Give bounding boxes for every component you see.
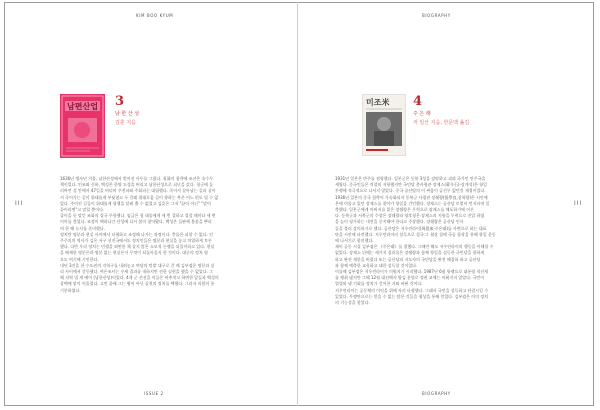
body-line: 기분하였다. — [60, 287, 81, 293]
body-line: 하고 완전 재한을 버렸다 또는 공산당과 지도자의 국민당을 완전 해결하 하고 공산당 — [335, 256, 481, 262]
body-line: 내년 3건을 한 수도권의 지역구를 내려놓고 여당의 텃밭 대구로 갈 때 김부겸은 명분과 실 — [60, 262, 215, 268]
book-cover-zhou-enlai — [362, 94, 406, 156]
svg-text:남편산업: 남편산업 — [67, 101, 98, 111]
left-running-header: KIM BOO KYUM — [136, 13, 174, 18]
body-line: 끝이라면"고 말할 뿐이다. — [60, 207, 105, 213]
right-page-marker: III — [574, 200, 583, 207]
body-line: 서 죽어가는 길이 위태롭게 부딪혔고 두 갈래 위태로움 길이 향하는 쪽은 어느 편도 될 수 없 — [60, 194, 219, 200]
body-line: 오도 여기에 기인한다. — [60, 256, 99, 262]
body-line: 를 쟁취 냈지만 그해 12월 대선에서 양김 분열로 정권 교체는 이뤄지지 않았다. 국민이 — [335, 275, 485, 281]
body-line: 저우언라이는 공동체의 이익을 위해 자의 타협했다. 그래서 국민을 설득하고 단결시킬 수 — [335, 287, 489, 293]
body-line: 투쟁에 적극적으로 나서지 않았다. 중국 공산당의 이 싸움이 급선무 없던것 재경이었다. — [335, 188, 486, 194]
entry-number: 3 — [115, 94, 125, 109]
body-line: 없었다. 장제스 뒤에는 세가지 결과물은 장쉐량과 함께 항일을 설득한 국민당을 합하게 — [335, 250, 485, 256]
body-line: 리 사이에서 갈등했다. 여론조사는 우세 결과를 내하지만 선한 실현을 했을 수 없었다. 그 — [60, 269, 214, 275]
entry-title: 주 은 래 — [413, 111, 431, 117]
body-line: 있었다. 투쟁만으로는 얻을 수 없는 많은 것들을 협상을 통해 얻었다. 김부겸은 이의 정치 — [335, 293, 489, 299]
body-line: 온에 머물고 있던 장제스를 찾아가 항일을 간언했다. 장제스는 공산당 토벌이 먼저라며 일 — [335, 200, 490, 206]
body-line: 을 배제한 명분론과 명분 없는 현실론이 무엇이 되돌아올지 한 것이다. 대중의 정치 혐 — [60, 250, 208, 256]
body-line: 을 높이 평가하는 내전을 중지해야 한다고 주장했다. 장쉐량은 공산당 인사 — [335, 219, 464, 225]
body-line: 에 나서기로 합의했다. — [335, 238, 374, 244]
body-line: 이마를 찧었다. 조정이 택하나간 산성에 다시 봄이 찾아왔다. 백성은 들판에 봄꽃을 뿌리 — [60, 219, 212, 225]
body-line: 1931년 일본은 만주를 점령했다. 일본군은 동북 3성을 장악하고 괴뢰 국가인 만주국을 — [335, 176, 486, 181]
entry-author: 김훈 지음 — [115, 120, 136, 126]
left-footer: ISSUE 2 — [144, 391, 164, 396]
body-line: 의 기능성을 찾았다. — [335, 300, 370, 306]
right-running-header: BIOGRAPHY — [422, 13, 451, 18]
right-body-text — [335, 176, 533, 376]
body-line: 단을 시안에 파견했다. 저우언라이의 설득으로 결국 그 협상 결에 국공 합작을 통해 항일 운동 — [335, 231, 496, 237]
body-line: 했다. 다만 우리 정치는 민생을 외면한 채 살지 않은 소모적 논쟁을 되풀이하고 있다. 현실 — [60, 244, 215, 250]
right-footer: BIOGRAPHY — [422, 391, 451, 396]
body-line: 1936년 일본의 중국 침략이 가속화되자 동북군 사령관 장쉐량(張學良,장학량)은 시안에 — [335, 194, 488, 200]
body-line: 축했다. 일본군에게 아버지를 잃은 장쉐량은 무력으로 장제스를 체포하기에 이른 — [335, 207, 474, 213]
gutter — [297, 2, 298, 406]
body-line: 줄이을 듯 말뜻 조화의 결국 투항했다. 임금은 청 태종에게 세 번 절하고 절할 때마다 세 번 — [60, 213, 216, 219]
body-line: 었다. 주어진 길들이 위태롭게 평행을 달려 출 수 없었고 김훈은 그저 "끝이 아닌" "말이 — [60, 200, 211, 206]
body-line: 며 한 해 농사를 준비했다. — [60, 225, 105, 231]
body-line: 살택에 맡이 어울렸다. 고민 끝에 그는 왕이 아닌 실천의 정치를 택했다. 그러자 의원의 통 — [60, 281, 215, 287]
body-line: 책이었다. 인조와 신하, 백성은 한양 도성을 버리고 남한산성으로 피난을 갔다. 청군에 둘 — [60, 182, 214, 188]
left-body-text — [60, 176, 255, 376]
body-line: 과 함께 예측한 교육하고 대한 설득할 것이었다. — [335, 262, 418, 268]
body-line: 해 지역 낼 게 에이 (남한산성)이었다. 4개 군 선선을 이들은 비추적고 하면한 앞들과 백성의 — [60, 275, 219, 281]
body-line: 세웠다. 중국인들은 격렬히 저항했지만 국민당 총사령관 장제스(蔣介石)-장개석)은 항일 — [335, 182, 487, 188]
svg-text:미조米: 미조米 — [366, 97, 390, 107]
entry-author: 저 일산 지음, 한문맥 옮김 — [413, 120, 470, 126]
body-line: 들을 불러 상의하기로 했다. 공산당은 저우언라이(周恩來·주은래)를 사변으로 하는 대표 — [335, 225, 487, 231]
body-line: 열렬히 냉 기회를 정치가 걷어찬 거와 바뀐 것이다. — [335, 281, 423, 287]
body-line: 정치란 명분과 현실 사이에서 타협하고 조정해 나가는 과정이다. 충돌은 피할 수 없다. 인 — [60, 231, 214, 237]
left-page-marker: III — [15, 200, 24, 207]
body-line: 1636년 병자년 겨울, 남한산성에서 벌어진 사투를 그렸다. 청淸의 침략에 조선은 속수무 — [60, 176, 214, 181]
entry-title: 남 한 산 성 — [115, 111, 140, 117]
body-line: 러싸인 성 안에서 47일을 버티며 주전파와 주화파는 대립했다. 죽어서 살아남는 길과 살아 — [60, 188, 216, 194]
body-line: 주주의의 역사가 김은 서구 선진국에서도 정치인들은 명분과 현실을 놓고 치열하게 토론 — [60, 238, 212, 244]
body-line: 다. 동북군과 서북군의 수장은 장쉐량과 양후청은 장제스의 저항을 무력으로 진압 하였 — [335, 213, 485, 219]
book-cover-namhansanseong — [60, 94, 105, 158]
body-line: 이를해 김부겸은 저우언라이가 미워지기 시작했다. 1987년 6월 항쟁으로 대통령 직선제 — [335, 269, 488, 275]
body-line: 제이 공동 시절 김부겸은 《주은래》를 접했다. 그때만 해도 저우언라이의 행동을 이해할 수 — [335, 244, 494, 250]
entry-number: 4 — [413, 94, 423, 109]
